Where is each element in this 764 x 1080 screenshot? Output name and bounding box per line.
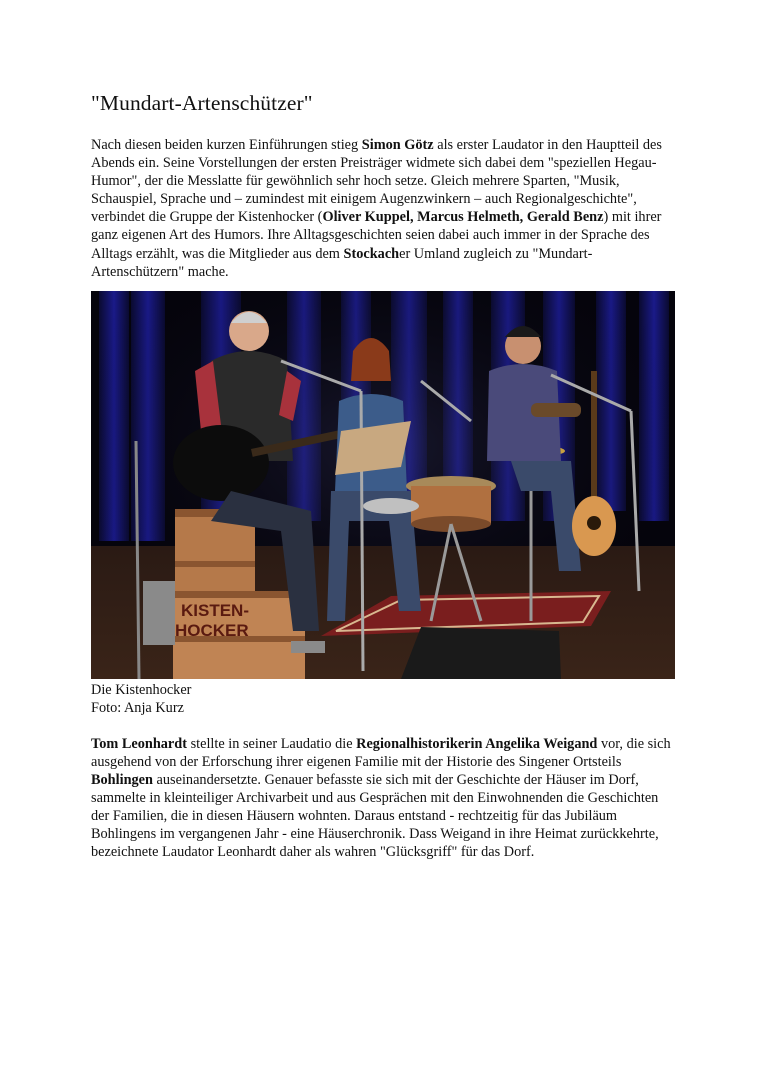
stage-photo-illustration (91, 291, 675, 679)
article-title: "Mundart-Artenschützer" (91, 91, 313, 115)
place-bohlingen: Bohlingen (91, 771, 153, 788)
caption-title: Die Kistenhocker (91, 681, 192, 698)
para1-text-3: ) mit ihrer ganz eigenen Art des Humors. Ihre Alltagsgeschichten seien dabei auch immer in der Sprache des Alltags erzählt, was die Mitglieder aus dem (91, 209, 662, 262)
name-simon-goetz: Simon Götz (361, 137, 434, 153)
photo-credit: Foto: Anja Kurz (91, 699, 184, 716)
para1-text-1: Nach diesen beiden kurzen Einführungen stieg (91, 137, 362, 153)
intro-paragraph (91, 136, 676, 281)
para2-text-2: vor, die sich ausgehend von der Erforschung ihrer eigenen Familie mit der Historie des Singener Ortsteils (91, 735, 671, 770)
para2-text-1: stellte in seiner Laudatio die (187, 735, 357, 752)
stage-monitor (401, 627, 561, 679)
para1-text-2: als erster Laudator in den Hauptteil des Abends ein. Seine Vorstellungen der ersten Preisträger widmete sich dabei dem "speziellen Hegau-Humor", der die Messlatte für gewöhnlich sehr hoch setze. Gleich mehrere Sparten, "Musik, Schauspiel, Sprache und – zumindest mit einigem Augenzwinkern – auch Regionalgeschichte", verbindet die Gruppe der Kistenhocker ( (91, 137, 662, 226)
place-stockach: Stockach (343, 245, 400, 262)
crate-text-2: HOCKER (175, 620, 249, 640)
crate-text-1: KISTEN- (181, 600, 249, 620)
band-members: Oliver Kuppel, Marcus Helmeth, Gerald Benz (322, 209, 604, 226)
article (91, 88, 676, 861)
photo-caption (91, 681, 676, 717)
para1-text-4: er Umland zugleich zu "Mundart-Artenschützern" mache. (91, 245, 593, 280)
para2-text-3: auseinandersetzte. Genauer befasste sie sich mit der Geschichte der Häuser im Dorf, sammelte in kleinteiliger Archivarbeit und aus Gesprächen mit den Einwohnenden die Geschichten der Familien, die in diesen Häusern wohnten. Daraus entstand - rechtzeitig für das Jubiläum Bohlingens im vergangenen Jahr - eine Häuserchronik. Dass Weigand in ihre Heimat zurückkehrte, bezeichnete Laudator Leonhardt daher als wahren "Glücksgriff" für das Dorf. (91, 771, 659, 861)
name-angelika-weigand: Regionalhistorikerin Angelika Weigand (356, 735, 598, 752)
amplifier (143, 581, 175, 645)
band-photo (91, 291, 675, 679)
second-paragraph (91, 735, 676, 862)
name-tom-leonhardt: Tom Leonhardt (91, 735, 187, 752)
